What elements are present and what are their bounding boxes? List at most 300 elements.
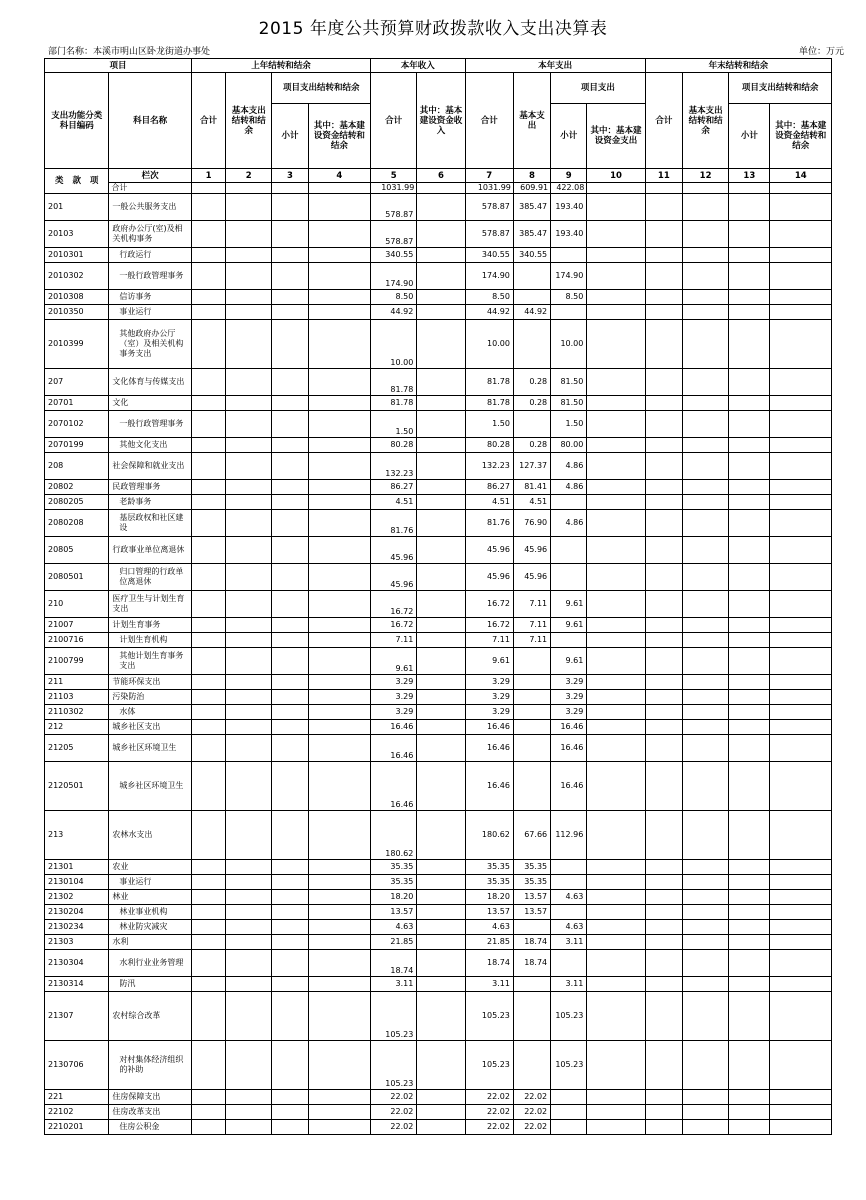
table-cell: [226, 648, 272, 675]
table-cell: [645, 890, 682, 905]
row-exp-total: 340.55: [465, 248, 513, 263]
row-exp-proj: 193.40: [551, 194, 587, 221]
table-cell: [682, 537, 728, 564]
table-cell: [729, 735, 770, 762]
header-income-capital: 其中：基本建设资金收入: [417, 73, 465, 169]
table-cell: [191, 690, 225, 705]
row-exp-basic: 22.02: [513, 1105, 550, 1120]
table-row: [45, 992, 832, 1041]
row-code: 2010301: [45, 248, 109, 263]
table-cell: [272, 992, 308, 1041]
table-row: [45, 495, 832, 510]
table-cell: [770, 935, 832, 950]
table-cell: [682, 935, 728, 950]
table-cell: [587, 480, 645, 495]
table-cell: [226, 618, 272, 633]
table-header: [45, 59, 832, 194]
table-cell: [770, 305, 832, 320]
row-exp-proj: 9.61: [551, 591, 587, 618]
row-name: 农业: [109, 860, 192, 875]
table-cell: [417, 495, 465, 510]
row-exp-proj: 193.40: [551, 221, 587, 248]
row-name: 其他计划生育事务支出: [109, 648, 192, 675]
header-exp-subtotal: 小计: [551, 104, 587, 169]
row-exp-proj: 105.23: [551, 992, 587, 1041]
table-cell: [191, 762, 225, 811]
table-cell: [226, 411, 272, 438]
row-name: 城乡社区支出: [109, 720, 192, 735]
table-cell: [272, 811, 308, 860]
table-cell: [272, 935, 308, 950]
table-cell: [682, 1090, 728, 1105]
row-code: 2080205: [45, 495, 109, 510]
table-cell: [226, 875, 272, 890]
table-cell: [226, 1090, 272, 1105]
table-cell: [272, 248, 308, 263]
table-cell: [191, 905, 225, 920]
header-exp-total: 合计: [465, 73, 513, 169]
table-cell: [308, 992, 370, 1041]
row-exp-total: 13.57: [465, 905, 513, 920]
table-cell: [191, 950, 225, 977]
table-cell: [417, 648, 465, 675]
table-cell: [272, 675, 308, 690]
total-label: 合计: [109, 183, 192, 194]
lei-label: 类: [55, 176, 64, 186]
table-row: [45, 564, 832, 591]
row-exp-proj: 9.61: [551, 618, 587, 633]
row-code: 2130304: [45, 950, 109, 977]
table-cell: [308, 564, 370, 591]
row-code: 2070102: [45, 411, 109, 438]
header-item: 项目: [45, 59, 192, 73]
row-code: 21302: [45, 890, 109, 905]
row-exp-basic: [513, 1041, 550, 1090]
row-exp-basic: 35.35: [513, 875, 550, 890]
row-exp-proj: 105.23: [551, 1041, 587, 1090]
table-cell: [191, 705, 225, 720]
row-exp-total: 81.78: [465, 396, 513, 411]
row-exp-basic: [513, 720, 550, 735]
row-exp-basic: 340.55: [513, 248, 550, 263]
table-cell: [226, 762, 272, 811]
table-cell: [645, 935, 682, 950]
table-cell: [645, 564, 682, 591]
table-cell: [191, 290, 225, 305]
row-code: 207: [45, 369, 109, 396]
table-cell: [417, 248, 465, 263]
table-row: [45, 480, 832, 495]
table-cell: [645, 875, 682, 890]
row-name: 文化体育与传媒支出: [109, 369, 192, 396]
table-cell: [272, 735, 308, 762]
row-code: 2010350: [45, 305, 109, 320]
row-exp-proj: [551, 1120, 587, 1135]
table-cell: [191, 510, 225, 537]
header-prev-proj: 项目支出结转和结余: [272, 73, 371, 104]
table-cell: [682, 591, 728, 618]
table-cell: [272, 453, 308, 480]
table-cell: [729, 935, 770, 950]
table-cell: [226, 305, 272, 320]
row-exp-basic: 0.28: [513, 438, 550, 453]
table-cell: [272, 221, 308, 248]
table-cell: [770, 320, 832, 369]
table-cell: [226, 720, 272, 735]
table-cell: [308, 320, 370, 369]
row-code: 2100716: [45, 633, 109, 648]
row-exp-proj: 9.61: [551, 648, 587, 675]
table-cell: [587, 890, 645, 905]
row-exp-total: 8.50: [465, 290, 513, 305]
table-cell: [682, 890, 728, 905]
table-cell: [226, 263, 272, 290]
row-exp-proj: [551, 1105, 587, 1120]
table-row: [45, 396, 832, 411]
table-cell: [308, 735, 370, 762]
table-cell: [272, 305, 308, 320]
table-cell: [729, 720, 770, 735]
table-cell: [587, 305, 645, 320]
row-name: 城乡社区环境卫生: [109, 735, 192, 762]
table-cell: [770, 905, 832, 920]
table-cell: [417, 633, 465, 648]
row-code: 2130706: [45, 1041, 109, 1090]
header-income-total: 合计: [371, 73, 417, 169]
row-exp-basic: 81.41: [513, 480, 550, 495]
table-cell: [682, 860, 728, 875]
row-code: 2070199: [45, 438, 109, 453]
row-exp-total: 45.96: [465, 537, 513, 564]
row-code: 20805: [45, 537, 109, 564]
table-cell: [682, 411, 728, 438]
row-exp-proj: 80.00: [551, 438, 587, 453]
table-cell: [587, 648, 645, 675]
header-prev-balance: 上年结转和结余: [191, 59, 370, 73]
table-cell: [226, 633, 272, 648]
table-cell: [226, 537, 272, 564]
row-exp-proj: [551, 537, 587, 564]
table-cell: [417, 860, 465, 875]
table-cell: [191, 305, 225, 320]
header-prev-subtotal: 小计: [272, 104, 308, 169]
row-exp-total: 9.61: [465, 648, 513, 675]
table-cell: [770, 495, 832, 510]
table-cell: [645, 495, 682, 510]
table-row: [45, 950, 832, 977]
table-cell: [587, 935, 645, 950]
row-income: 16.72: [371, 591, 417, 618]
table-cell: [645, 591, 682, 618]
table-cell: [682, 720, 728, 735]
table-cell: [226, 675, 272, 690]
table-cell: [587, 320, 645, 369]
table-cell: [226, 860, 272, 875]
row-name: 住房公积金: [109, 1120, 192, 1135]
table-cell: [417, 510, 465, 537]
table-cell: [226, 510, 272, 537]
table-cell: [226, 811, 272, 860]
table-cell: [226, 1041, 272, 1090]
table-cell: [729, 992, 770, 1041]
table-cell: [272, 1120, 308, 1135]
col-num: 6: [417, 169, 465, 183]
table-cell: [729, 305, 770, 320]
row-income: 1.50: [371, 411, 417, 438]
table-cell: [272, 690, 308, 705]
header-end-capital: 其中：基本建设资金结转和结余: [770, 104, 832, 169]
table-cell: [308, 290, 370, 305]
table-cell: [308, 591, 370, 618]
table-cell: [770, 411, 832, 438]
table-row: [45, 762, 832, 811]
table-cell: [587, 690, 645, 705]
row-code: 2100799: [45, 648, 109, 675]
row-name: 城乡社区环境卫生: [109, 762, 192, 811]
table-cell: [226, 480, 272, 495]
row-exp-basic: 0.28: [513, 396, 550, 411]
table-cell: [729, 453, 770, 480]
row-income: 105.23: [371, 992, 417, 1041]
table-cell: [770, 720, 832, 735]
table-cell: [191, 675, 225, 690]
row-code: 21103: [45, 690, 109, 705]
row-code: 2010308: [45, 290, 109, 305]
table-cell: [191, 1120, 225, 1135]
table-cell: [191, 875, 225, 890]
table-cell: [417, 263, 465, 290]
lei-kuan-xiang: [45, 169, 109, 194]
col-num: 9: [551, 169, 587, 183]
table-cell: [191, 1105, 225, 1120]
row-name: 行政事业单位离退休: [109, 537, 192, 564]
row-income: 16.46: [371, 735, 417, 762]
table-row: [45, 411, 832, 438]
row-income: 578.87: [371, 194, 417, 221]
table-cell: [417, 762, 465, 811]
table-cell: [417, 320, 465, 369]
table-cell: [191, 320, 225, 369]
table-cell: [417, 396, 465, 411]
table-cell: [226, 290, 272, 305]
row-exp-total: 21.85: [465, 935, 513, 950]
table-cell: [272, 977, 308, 992]
table-cell: [417, 480, 465, 495]
report-title: 2015 年度公共预算财政拨款收入支出决算表: [258, 19, 608, 39]
row-code: 21007: [45, 618, 109, 633]
table-cell: [226, 495, 272, 510]
row-code: 20802: [45, 480, 109, 495]
table-cell: [272, 875, 308, 890]
table-cell: [417, 438, 465, 453]
table-cell: [417, 1120, 465, 1135]
row-income: 4.51: [371, 495, 417, 510]
row-income: 13.57: [371, 905, 417, 920]
row-name: 政府办公厅(室)及相关机构事务: [109, 221, 192, 248]
row-exp-total: 16.46: [465, 735, 513, 762]
header-func-code: 支出功能分类科目编码: [45, 73, 109, 169]
header-end-proj: 项目支出结转和结余: [729, 73, 832, 104]
col-num: 1: [191, 169, 225, 183]
row-no-label: 栏次: [109, 169, 192, 183]
table-cell: [226, 950, 272, 977]
row-exp-total: 3.11: [465, 977, 513, 992]
table-cell: [645, 305, 682, 320]
table-cell: [729, 920, 770, 935]
row-income: 45.96: [371, 537, 417, 564]
row-exp-total: 44.92: [465, 305, 513, 320]
table-cell: [682, 396, 728, 411]
table-row: [45, 591, 832, 618]
row-exp-basic: [513, 920, 550, 935]
table-cell: [770, 438, 832, 453]
table-cell: [191, 438, 225, 453]
row-exp-basic: 44.92: [513, 305, 550, 320]
table-cell: [770, 221, 832, 248]
table-cell: [308, 648, 370, 675]
table-cell: [191, 633, 225, 648]
row-name: 民政管理事务: [109, 480, 192, 495]
table-cell: [308, 305, 370, 320]
row-income: 81.78: [371, 369, 417, 396]
table-row: [45, 1105, 832, 1120]
header-prev-capital: 其中：基本建设资金结转和结余: [308, 104, 370, 169]
row-name: 节能环保支出: [109, 675, 192, 690]
table-cell: [272, 320, 308, 369]
row-exp-total: 105.23: [465, 1041, 513, 1090]
table-cell: [308, 369, 370, 396]
row-code: 2120501: [45, 762, 109, 811]
table-cell: [587, 537, 645, 564]
row-name: 其他文化支出: [109, 438, 192, 453]
table-cell: [417, 1105, 465, 1120]
row-income: 18.74: [371, 950, 417, 977]
table-cell: [272, 438, 308, 453]
table-cell: [308, 1041, 370, 1090]
table-cell: [226, 564, 272, 591]
col-num: 13: [729, 169, 770, 183]
table-cell: [587, 977, 645, 992]
header-prev-total: 合计: [191, 73, 225, 169]
row-income: 16.72: [371, 618, 417, 633]
header-end-basic: 基本支出结转和结余: [682, 73, 728, 169]
table-cell: [682, 762, 728, 811]
table-row: [45, 905, 832, 920]
row-exp-basic: 7.11: [513, 618, 550, 633]
table-cell: [645, 762, 682, 811]
row-exp-basic: 7.11: [513, 633, 550, 648]
table-cell: [682, 875, 728, 890]
row-exp-total: 16.46: [465, 762, 513, 811]
row-exp-basic: [513, 977, 550, 992]
row-exp-basic: [513, 263, 550, 290]
table-cell: [682, 905, 728, 920]
row-exp-basic: 13.57: [513, 905, 550, 920]
row-exp-basic: [513, 411, 550, 438]
table-cell: [191, 735, 225, 762]
table-cell: [587, 950, 645, 977]
row-code: 2130234: [45, 920, 109, 935]
row-code: 2130204: [45, 905, 109, 920]
row-name: 事业运行: [109, 875, 192, 890]
row-exp-basic: 67.66: [513, 811, 550, 860]
row-name: 住房改革支出: [109, 1105, 192, 1120]
row-exp-proj: 3.29: [551, 690, 587, 705]
table-row: [45, 633, 832, 648]
table-cell: [308, 411, 370, 438]
table-cell: [729, 648, 770, 675]
table-cell: [587, 762, 645, 811]
table-cell: [770, 537, 832, 564]
table-cell: [308, 675, 370, 690]
table-cell: [682, 633, 728, 648]
row-exp-proj: [551, 633, 587, 648]
table-cell: [587, 248, 645, 263]
table-cell: [191, 564, 225, 591]
row-code: 211: [45, 675, 109, 690]
table-cell: [226, 977, 272, 992]
table-cell: [226, 194, 272, 221]
row-name: 基层政权和社区建设: [109, 510, 192, 537]
table-cell: [645, 263, 682, 290]
table-cell: [226, 320, 272, 369]
table-row: [45, 510, 832, 537]
table-cell: [770, 369, 832, 396]
row-exp-basic: 45.96: [513, 537, 550, 564]
row-exp-total: 578.87: [465, 194, 513, 221]
row-income: 4.63: [371, 920, 417, 935]
row-income: 44.92: [371, 305, 417, 320]
row-exp-proj: 81.50: [551, 396, 587, 411]
table-cell: [308, 860, 370, 875]
table-cell: [191, 648, 225, 675]
row-name: 水利行业业务管理: [109, 950, 192, 977]
table-cell: [770, 194, 832, 221]
table-cell: [308, 762, 370, 811]
table-cell: [682, 453, 728, 480]
table-cell: [770, 705, 832, 720]
row-exp-proj: 8.50: [551, 290, 587, 305]
table-row: [45, 935, 832, 950]
xiang-label: 项: [89, 176, 99, 186]
col-num: 2: [226, 169, 272, 183]
table-cell: [191, 618, 225, 633]
row-income: 81.76: [371, 510, 417, 537]
row-exp-proj: [551, 564, 587, 591]
table-cell: [682, 290, 728, 305]
table-cell: [417, 935, 465, 950]
table-cell: [587, 290, 645, 305]
table-row: [45, 1120, 832, 1135]
table-cell: [191, 369, 225, 396]
budget-table: [44, 58, 832, 1135]
table-cell: [770, 890, 832, 905]
table-cell: [682, 690, 728, 705]
row-name: 林业: [109, 890, 192, 905]
table-cell: [417, 905, 465, 920]
table-cell: [226, 438, 272, 453]
row-exp-proj: 1.50: [551, 411, 587, 438]
table-cell: [770, 480, 832, 495]
table-cell: [272, 564, 308, 591]
row-exp-total: 22.02: [465, 1105, 513, 1120]
row-exp-basic: [513, 735, 550, 762]
row-exp-total: 22.02: [465, 1090, 513, 1105]
table-cell: [191, 495, 225, 510]
table-cell: [417, 992, 465, 1041]
row-code: 20701: [45, 396, 109, 411]
table-cell: [682, 920, 728, 935]
